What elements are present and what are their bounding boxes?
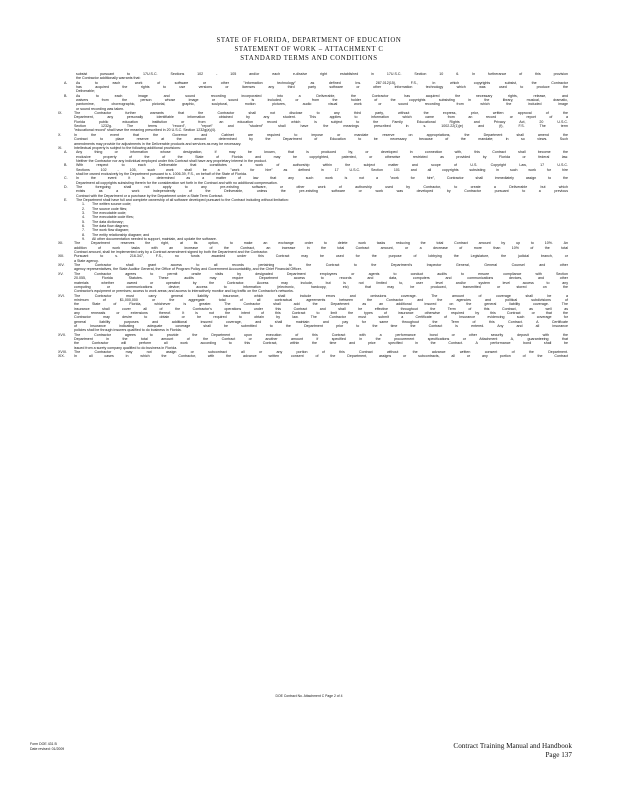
- line-text: The Contractor agrees to provide the Department upon execution of this Contract with a performance bond or other security deposit with the: [74, 332, 568, 337]
- line-text: any renewals or extensions thereof. It is not the intent of this Contract to limit the types of insurance otherwise required by this Contract or that the: [74, 310, 568, 315]
- item-number: B.: [64, 163, 68, 168]
- item-number: XIV.: [58, 263, 65, 268]
- item-number: A.: [64, 150, 68, 155]
- line-text: The entity relationship diagram; and: [92, 232, 150, 237]
- line-text: Contract to place reserve at the amount determined by the Department of Education to be necessary because of the mandate; in so views. Such: [74, 137, 568, 142]
- line-text: subsist pursuant to 17U.S.C. Sections 102 - 105 and/or each e-dissive right established in 17U.S.C. Section 10 6. In furtherance of this provision: [76, 72, 568, 76]
- line-text: addition of work tasks with an increase of the Contract, an increase in the total Contract amount, or a decrease of more than 10% of the total: [74, 245, 568, 250]
- item-number: XIX.: [58, 354, 65, 359]
- form-revision-date: Date revised: 01/2009: [30, 747, 65, 751]
- line-text: general liability purposes and additional insured coverage, and shall maintain and pay for same throughout the Term of this Contract. A Certificate: [74, 319, 568, 324]
- item-number: 5.: [82, 219, 85, 224]
- line-text: issued from a surety company qualified to do business in Florida.: [74, 345, 178, 350]
- line-text: Section 1232g. The terms "record", "report" and "student" shall have the meanings prescribed in s. 1002.22(1)(e) and (f), F.S. The term: [74, 124, 568, 129]
- line-text: All other documentation needed to support, maintain, and update the software.: [92, 237, 217, 242]
- line-text: The work flow diagram;: [92, 228, 130, 233]
- item-number: XVII.: [58, 332, 66, 337]
- form-info: [30, 742, 64, 752]
- item-number: X.: [58, 132, 62, 137]
- line-text: Sections 102 - 105, such work shall be a "work for hire" as defined in 17 U.S.C. Section 101 and all copyrights subsisting in such work for hire: [76, 167, 568, 172]
- line-text: The Contractor may not assign or subcontract all or any portion of this Contract without the advance written consent of the Department.: [74, 350, 568, 354]
- item-number: 6.: [82, 224, 85, 229]
- footer-page-number: Page 137: [545, 751, 572, 759]
- line-text: computing or communications device; access to information (electronic, hardcopy, etc) that may be produced, transmitted or stored on the: [74, 284, 568, 289]
- item-number: D.: [64, 184, 68, 189]
- line-text: In the event it is determined as a matter of law that any such work is not a "work for hire", Contractor shall immediately assign to the: [76, 176, 568, 181]
- line-text: Intellectual property is subject to the following additional provisions:: [74, 145, 181, 150]
- line-text: materials whether owned or operated by the Contractor. Access may include, but is not limited to, user level and/or system level access to any: [74, 280, 568, 285]
- line-text: Neither the Contractor nor any individual employed under this Contract shall have any proprietary interest in the product.: [76, 158, 267, 163]
- line-text: "educational record" shall have the meaning prescribed in 20 U.S.C. Section 1232g(a)(4).: [74, 128, 216, 133]
- line-text: the State of Florida, whichever is greater. The Contractor shall add the Department as an additional insured on the general liability coverage. The: [74, 302, 568, 307]
- line-text: 20.055, Florida Statutes. These audits may require Department access to records and data, computers and communications devices, and other: [74, 276, 568, 281]
- header-line-agency: STATE OF FLORIDA, DEPARTMENT OF EDUCATION: [216, 37, 402, 44]
- line-text: Contractor may desire to obtain or be required to obtain by law. The Contractor must submit a Certificate of Insurance evidencing such coverage for: [74, 315, 568, 320]
- document-header: [0, 36, 618, 63]
- item-number: XII.: [58, 241, 64, 246]
- line-text: The Contractor must carry general liability insurance, which shall include errors and omissions coverage. The amount of coverage shall be a: [74, 293, 568, 298]
- item-number: A.: [64, 80, 68, 85]
- item-number: B.: [64, 93, 68, 98]
- line-text: The Department shall have full and complete ownership of all software developed pursuant to the Contract including without limitation:: [76, 197, 289, 202]
- line-text: of Insurance indicating adequate coverage shall be submitted to the Department prior to the time the Contract is entered. Any and all insurance: [74, 323, 568, 328]
- item-number: XIII.: [58, 254, 65, 259]
- line-text: amendments may provide for adjustments in the Deliverable products and services as may be necessary.: [74, 141, 242, 146]
- item-number: XVI.: [58, 293, 65, 298]
- line-text: In all cases in which the Contractor, with the advance written consent of the Department, assigns or subcontracts, all or any portion of the Contract: [74, 354, 568, 359]
- item-number: 2.: [82, 206, 85, 211]
- text-line: [58, 354, 568, 358]
- item-number: 8.: [82, 232, 85, 237]
- line-text: exists as a work independently of the Deliverable, unless the pre-existing software or work was developed by Contractor pursuant to a previous: [76, 189, 568, 194]
- line-text: Department, any personally identifiable information obtained by any student. This applies to information which came from an record or report of a: [74, 115, 568, 120]
- item-number: IX.: [58, 111, 63, 116]
- line-text: Department all copyrights subsisting therein for the consideration set forth in the Contract and with no additional compensation.: [76, 180, 278, 185]
- line-text: The written source code;: [92, 202, 132, 207]
- line-text: Contractor's equipment or premises; access to work areas; and access to interactively monitor and log traffic on the Contractor's networks.: [74, 289, 294, 294]
- line-text: The data flow diagram;: [92, 224, 129, 229]
- line-text: Any thing or information whose designation, if may be known, that is produced by, or developed in connection with, this Contract shall become the: [76, 150, 568, 155]
- item-number: XV.: [58, 271, 64, 276]
- item-number: 4.: [82, 215, 85, 220]
- line-text: insurance shall cover all of the Contractor's operations under this Contract and shall be effective throughout the Term of this Contract, as well as: [74, 306, 568, 311]
- line-text: Pursuant to s. 216.347, F.S., no funds awarded under this Contract may be used for the purpose of lobbying the Legislature, the judicial branch, or: [74, 254, 568, 259]
- line-text: In the event that the Governor and Cabinet are required to impose or mandate reserve on appropriations, the Department shall amend the: [74, 132, 568, 137]
- line-text: Department in the total amount of the Contract or another amount if specified in the procurement specifications or Attachment A, guaranteeing that: [74, 336, 568, 341]
- line-text: pantomime, choreographic, pictorial, graphic, sculptural, motion pictures, audio visual work or sound recording from which the included image: [76, 102, 568, 107]
- line-text: The executable code;: [92, 211, 127, 215]
- line-text: The Department reserves the right, at its option, to make an exchange order to delete work tasks reducing the total Contract amount by up to 10%. An: [74, 241, 568, 246]
- header-line-terms: STANDARD TERMS AND CONDITIONS: [240, 55, 378, 62]
- form-number: Form DOE 431 B: [30, 742, 57, 746]
- line-text: The Contractor further warrants that the Contractor shall not disclose to any third party, without the express, prior, written approval of the: [74, 111, 568, 116]
- terms-body: [58, 72, 568, 359]
- line-text: Florida public education institution or from an education record which is subject to the Family Educational Rights and Privacy Act, 20 U.S.C.: [74, 119, 568, 124]
- line-text: or sound recording was taken.: [76, 106, 125, 111]
- line-text: agency representatives, the State Auditor General, the Office of Program Policy and Government Accountability, and the Chief Financial Officer.: [74, 267, 302, 272]
- line-text: The executable code files;: [92, 215, 134, 220]
- item-number: C.: [64, 176, 68, 181]
- line-text: policies shall be through insurers qualified to do business in Florida.: [74, 328, 182, 333]
- line-text: Deliverable;: [76, 89, 95, 94]
- line-text: The Contractor shall grant access to all records pertaining to the Contract to the Department's Inspector General, General Counsel and other: [74, 263, 568, 268]
- line-text: The source code files;: [92, 206, 128, 211]
- line-text: the Contractor additionally warrants that:: [76, 76, 141, 81]
- item-number: 1.: [82, 202, 85, 207]
- line-text: shall be owned exclusively by the Department pursuant to s. 1006.39, F.S., on behalf of the State of Florida.: [76, 171, 248, 176]
- line-text: minimum of $1,000,000 or the aggregate total of all contractual agreements between the Contractor and the agencies and political subdivisions of: [74, 297, 568, 302]
- line-text: exclusive property of the of the State of Florida and may be copyrighted, patented, or otherwise restricted as provided by Florida or federal law.: [76, 154, 568, 159]
- line-text: a State agency.: [74, 258, 99, 263]
- item-number: 3.: [82, 211, 85, 215]
- line-text: has acquired the rights to use versions or licenses any third party software or other information technology which was used to produce the: [76, 85, 568, 90]
- footer-title: Contract Training Manual and Handbook: [453, 742, 572, 750]
- line-text: waivers from the person whose image or sound is included, or from the holder of the copyrights subsisting in the library, musical, dramatic,: [76, 98, 568, 103]
- line-text: The Contractor agrees to permit onsite visits by designated Department employees or agents to conduct audits to ensure compliance with Section: [74, 271, 568, 276]
- item-number: XVIII.: [58, 350, 67, 354]
- line-text: Contract amount, shall be implemented only by a Contract amendment signed by both the Department and the Contractor.: [74, 250, 269, 255]
- item-number: XI.: [58, 145, 63, 150]
- line-text: As to each work of software or other "information technology" as defined Ins. 287.012(15), F.S., in which copyrights subsist, the Contractor: [76, 80, 568, 85]
- item-number: 7.: [82, 228, 85, 233]
- line-text: The foregoing shall not apply to any pre-existing software, or other work of authorship used by Contractor, to create a Deliverable but which: [76, 184, 568, 189]
- line-text: As to each image and sound recording incorporated into a Deliverable, the Contractor has acquired the necessary rights, release, and: [76, 93, 568, 98]
- item-number: E.: [64, 197, 68, 202]
- item-number: 9.: [82, 237, 85, 242]
- header-line-statement: STATEMENT OF WORK – ATTACHMENT C: [234, 46, 384, 53]
- line-text: The data dictionary;: [92, 219, 124, 224]
- page-marker: DOE Contract No. Attachment C Page 2 of 4: [275, 694, 343, 698]
- line-text: Contract with the Department or a purchase by the Department under a State Term Contract.: [76, 193, 224, 198]
- line-text: the Contractor will perform all work according to this Contract, within the time and price specified in the Contract. A performance bond shall be: [74, 341, 568, 346]
- line-text: With respect to each Deliverable that constitutes a work of authorship within the subject matter and scope of U.S. Copyright Law, 17 U.S.C.: [76, 163, 568, 168]
- page-footer: [412, 742, 572, 760]
